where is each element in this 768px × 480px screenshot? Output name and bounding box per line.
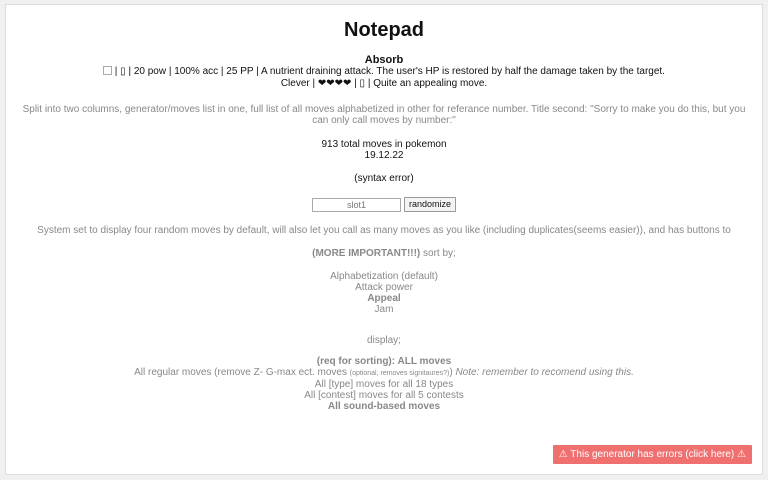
system-note: System set to display four random moves by default, will also let you call as many moves as you like (including duplicates(seems easier)), and has buttons to <box>37 225 731 236</box>
display-regular-moves <box>6 367 762 379</box>
notepad-page <box>5 4 763 475</box>
total-moves-text: 913 total moves in pokemon <box>321 139 447 150</box>
move-details-text: | ▯ | 20 pow | 100% acc | 25 PP | A nutrient draining attack. The user's HP is restored by half the damage taken by the target. <box>112 66 665 77</box>
sort-by-line <box>6 248 762 259</box>
broken-image-icon <box>103 66 112 75</box>
randomize-button[interactable]: randomize <box>404 197 456 212</box>
sort-option-alpha: Alphabetization (default) <box>330 271 438 282</box>
syntax-error-text: (syntax error) <box>354 173 414 184</box>
display-type-moves: All [type] moves for all 18 types <box>314 379 454 390</box>
move-details-line <box>6 66 762 78</box>
display-contest-moves: All [contest] moves for all 5 contests <box>304 390 464 401</box>
display-req-all-moves: (req for sorting): ALL moves <box>316 356 452 367</box>
page-title: Notepad <box>344 19 424 41</box>
move-name: Absorb <box>364 54 404 66</box>
more-important-label: (MORE IMPORTANT!!!) <box>312 248 421 259</box>
intro-note: Split into two columns, generator/moves list in one, full list of all moves alphabetized in other for referance number. Title second: "Sorry to make you do this, but you can only call moves by number:" <box>22 104 746 126</box>
regular-moves-text: All regular moves (remove Z- G-max ect. moves <box>134 367 350 378</box>
date-text: 19.12.22 <box>364 150 404 161</box>
display-sound-moves: All sound-based moves <box>327 401 441 412</box>
generator-controls <box>6 197 762 212</box>
slot-input[interactable] <box>312 198 401 212</box>
regular-moves-note: Note: remember to recomend using this. <box>455 367 634 378</box>
regular-moves-optional: (optional, removes signitaures?) <box>349 370 450 377</box>
move-contest-line: Clever | ❤❤❤❤ | ▯ | Quite an appealing move. <box>280 78 488 89</box>
sort-by-text: sort by; <box>420 248 456 259</box>
generator-errors-link[interactable]: ⚠ This generator has errors (click here) ⚠ <box>553 445 752 464</box>
display-label: display; <box>367 335 401 346</box>
regular-moves-sep: ) <box>449 367 456 378</box>
sort-option-power: Attack power <box>355 282 413 293</box>
sort-option-appeal: Appeal <box>367 293 401 304</box>
sort-option-jam: Jam <box>374 304 394 315</box>
